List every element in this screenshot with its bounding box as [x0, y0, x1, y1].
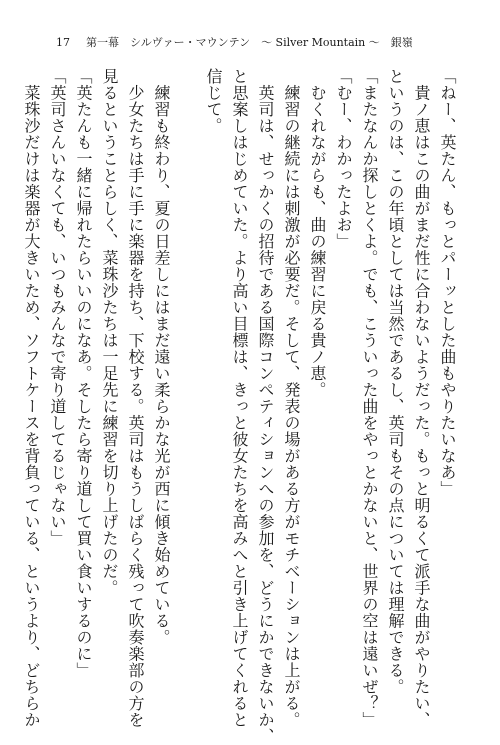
text-line: 貴ノ恵はこの曲がまだ性に合わないようだった。もっと明るくて派手な曲がやりたい、 [412, 68, 431, 728]
text-line: と思案しはじめていた。より高い目標は、きっと彼女たちを高みへと引き上げてくれると [230, 68, 249, 728]
text-line: 「英たんも一緒に帰れたらいいのになあ。そしたら寄り道して買い食いするのに」 [74, 68, 93, 679]
body-text [22, 68, 460, 745]
chapter-title: 第一幕 シルヴァー・マウンテン ～ Silver Mountain ～ 銀嶺 [86, 36, 413, 49]
text-line: 「ねー、英たん、もっとパーッとした曲もやりたいなあ」 [438, 68, 457, 497]
text-line: 練習も終わり、夏の日差しにはまだ遠い柔らかな光が西に傾き始めている。 [152, 68, 171, 646]
text-line: 「英司さんいなくても、いつもみんなで寄り道してるじゃない」 [48, 68, 67, 547]
running-header [56, 36, 460, 50]
text-line: 英司は、せっかくの招待である国際コンペティションへの参加を、どうにかできないか、 [256, 68, 275, 745]
text-line: 「むー、わかったよお」 [334, 68, 353, 250]
page-number: 17 [56, 36, 70, 49]
text-line: 「またなんか探しとくよ。でも、こういった曲をやっとかないと、世界の空は遠いぜ？」 [360, 68, 379, 728]
text-line: 菜珠沙だけは楽器が大きいため、ソフトケースを背負っている、というより、どちらか [22, 68, 41, 728]
text-line: 見るということらしく、菜珠沙たちは一足先に練習を切り上げたのだ。 [100, 68, 119, 596]
text-line: 少女たちは手に手に楽器を持ち、下校する。英司はもうしばらく残って吹奏楽部の方を [126, 68, 145, 728]
scene-break [174, 68, 200, 678]
text-line: むくれながらも、曲の練習に戻る貴ノ恵。 [308, 68, 327, 398]
text-line: というのは、この年頃としては当然であるし、英司もその点については理解できる。 [386, 68, 405, 695]
text-line: 練習の継続には刺激が必要だ。そして、発表の場がある方がモチベーションは上がる。 [282, 68, 301, 728]
text-line: 信じて。 [204, 68, 223, 134]
